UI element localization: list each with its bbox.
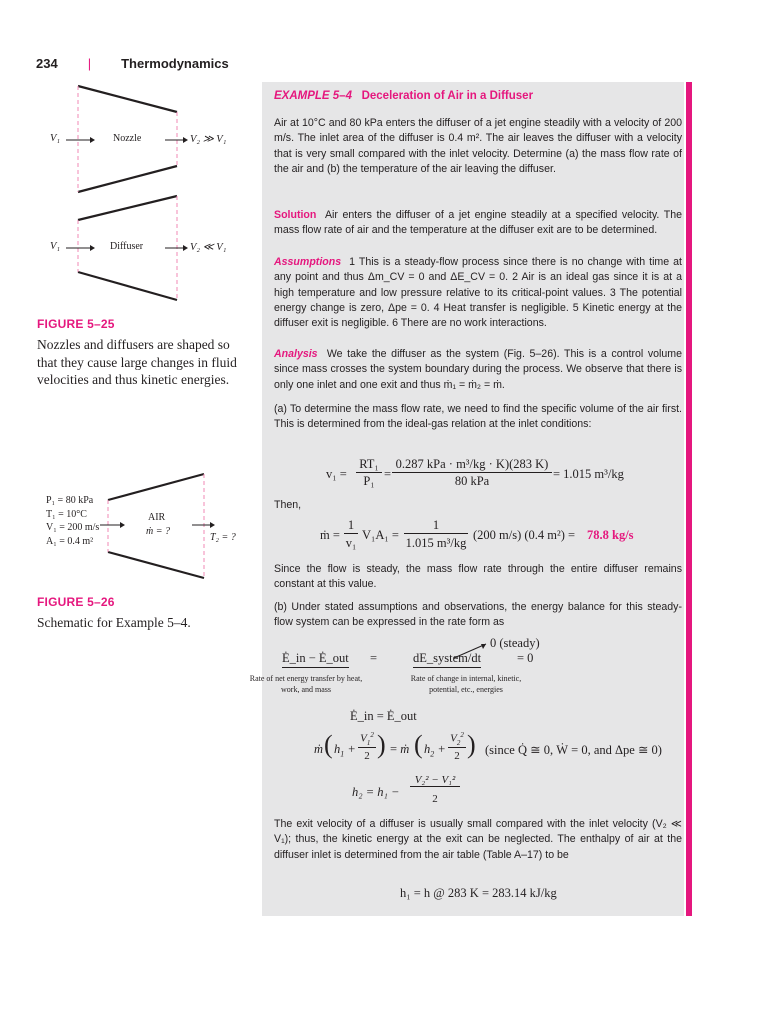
diffuser-outlet-label: V₂ ≪ V₁ [190, 242, 227, 253]
energy-zero: = 0 [517, 651, 534, 665]
nozzle-label: Nozzle [113, 133, 142, 144]
mdot-label: ṁ = ? [146, 526, 170, 537]
nozzle-outlet-label: V₂ ≫ V₁ [190, 134, 227, 145]
figure-5-25-caption: Nozzles and diffusers are shaped so that they cause large changes in fluid velocities and thus kinetic energies. [37, 337, 237, 387]
running-header [36, 54, 229, 72]
nozzle-inlet-label: V₁ [50, 133, 61, 144]
solution-text: Air enters the diffuser of a jet engine steadily at a specified velocity. The mass flow rate of air and the temperature at the diffuser exit are to be determined. [274, 209, 682, 237]
condition-pressure: P₁ = 80 kPa [46, 495, 94, 506]
assumptions-label: Assumptions [274, 256, 342, 268]
solution-paragraph [274, 208, 682, 239]
exit-velocity-paragraph: The exit velocity of a diffuser is usually small compared with the inlet velocity (V₂ ≪ V₁); thus, the kinetic energy at the exit can be neglected. The enthalpy of air at the diffuser inlet is determined from the air table (Table A–17) to be [274, 818, 682, 861]
eq-mdot-result: 78.8 kg/s [587, 528, 634, 542]
diffuser-inlet-label: V₁ [50, 241, 61, 252]
example-title: Deceleration of Air in a Diffuser [361, 90, 534, 102]
equation-h1: h₁ = h @ 283 K = 283.14 kJ/kg [400, 886, 557, 900]
eq-v1-lhs: v₁ = [326, 467, 347, 481]
analysis-label: Analysis [274, 348, 318, 360]
condition-velocity: V₁ = 200 m/s [46, 522, 100, 533]
energy-in-out-note: Rate of net energy transfer by heat, work, and mass [249, 674, 363, 694]
analysis-paragraph [274, 347, 682, 393]
eq-mdot-mid: V₁A₁ = [362, 528, 399, 542]
eq-mdot-rhs: (200 m/s) (0.4 m²) = [473, 528, 576, 542]
eq-v1-frac2-den: 80 kPa [454, 474, 490, 488]
condition-temperature: T₁ = 10°C [46, 508, 87, 520]
example-accent-bar [686, 82, 692, 916]
energy-equals: = [370, 651, 378, 665]
figure-5-26-diagram [100, 470, 220, 580]
example-number: EXAMPLE 5–4 [274, 90, 352, 102]
part-a-paragraph: (a) To determine the mass flow rate, we need to find the specific volume of the air first. This is determined from the ideal-gas relation at the inlet conditions: [274, 403, 682, 431]
figure-5-26-caption: Schematic for Example 5–4. [37, 615, 191, 630]
problem-statement: Air at 10°C and 80 kPa enters the diffuser of a jet engine steadily with a velocity of 200 m/s. The inlet area of the diffuser is 0.4 m². The air leaves the diffuser with a velocity that is very small compared with the inlet velocity. Determine (a) the mass flow rate of the air and (b) the temperature of the air leaving the diffuser. [274, 117, 682, 175]
figure-5-25-label: FIGURE 5–25 [37, 317, 115, 331]
eq-mdot-lhs: ṁ = [320, 528, 340, 542]
eq-h2-lhs: h₂ = h₁ − [352, 785, 400, 799]
outlet-temperature-label: T₂ = ? [210, 532, 236, 543]
equation-balance: Ė_in = Ė_out [350, 709, 417, 723]
steady-arrow-icon [452, 640, 492, 662]
energy-in-out: Ė_in − Ė_out [282, 651, 349, 668]
eq-mdot-num2: 1 [404, 518, 468, 534]
eq-enthalpy-note: (since Q̇ ≅ 0, Ẇ = 0, and Δpe ≅ 0) [485, 743, 662, 757]
eq-enthalpy-body: ṁ [314, 742, 324, 756]
energy-rate-change: dE_system/dt [413, 651, 481, 668]
figure-5-26-label: FIGURE 5–26 [37, 595, 115, 609]
eq-v1-result: = 1.015 m³/kg [553, 467, 624, 481]
eq-mdot-num1: 1 [344, 518, 358, 534]
energy-rate-change-note: Rate of change in internal, kinetic, potential, etc., energies [410, 674, 522, 694]
eq-v1-frac1-num: RT₁ [356, 457, 382, 473]
part-b-paragraph: (b) Under stated assumptions and observations, the energy balance for this steady-flow system can be expressed in the rate form as [274, 601, 682, 629]
then-label: Then, [274, 499, 302, 511]
eq-mdot-den1: v₁ [345, 536, 357, 550]
header-separator: | [87, 55, 92, 71]
air-label: AIR [148, 512, 166, 523]
example-heading [274, 90, 533, 102]
inlet-conditions [46, 494, 99, 548]
diffuser-label: Diffuser [110, 241, 144, 252]
eq-v1-frac2-num: 0.287 kPa · m³/kg · K)(283 K) [392, 457, 552, 473]
figure-5-25-diagram [40, 84, 250, 304]
steady-flow-paragraph: Since the flow is steady, the mass flow rate through the entire diffuser remains constant at this value. [274, 563, 682, 591]
book-title: Thermodynamics [121, 55, 229, 71]
eq-h2-num: V₂² − V₁² [410, 774, 460, 787]
page-number: 234 [36, 55, 58, 71]
condition-area: A₁ = 0.4 m² [46, 535, 94, 547]
solution-label: Solution [274, 209, 317, 221]
assumptions-paragraph [274, 255, 682, 331]
analysis-text: We take the diffuser as the system (Fig. 5–26). This is a control volume since mass crosses the system boundary during the process. We observe that there is only one inlet and one exit and thus ṁ₁ = ṁ₂ = ṁ. [274, 348, 683, 391]
assumptions-text: 1 This is a steady-flow process since there is no change with time at any point and thus Δm_CV = 0 and ΔE_CV = 0. 2 Air is an ideal gas since it is at a high temperature and low pressure relative to its critical-point values. 3 The potential energy change is zero, Δpe = 0. 4 Heat transfer is negligible. 5 Kinetic energy at the diffuser exit is negligible. 6 There are no work interactions. [274, 256, 682, 330]
eq-h2-den: 2 [432, 793, 438, 805]
steady-label: 0 (steady) [490, 636, 540, 650]
eq-v1-frac1-den: P₁ [363, 474, 375, 488]
eq-mdot-den2: 1.015 m³/kg [405, 536, 467, 550]
